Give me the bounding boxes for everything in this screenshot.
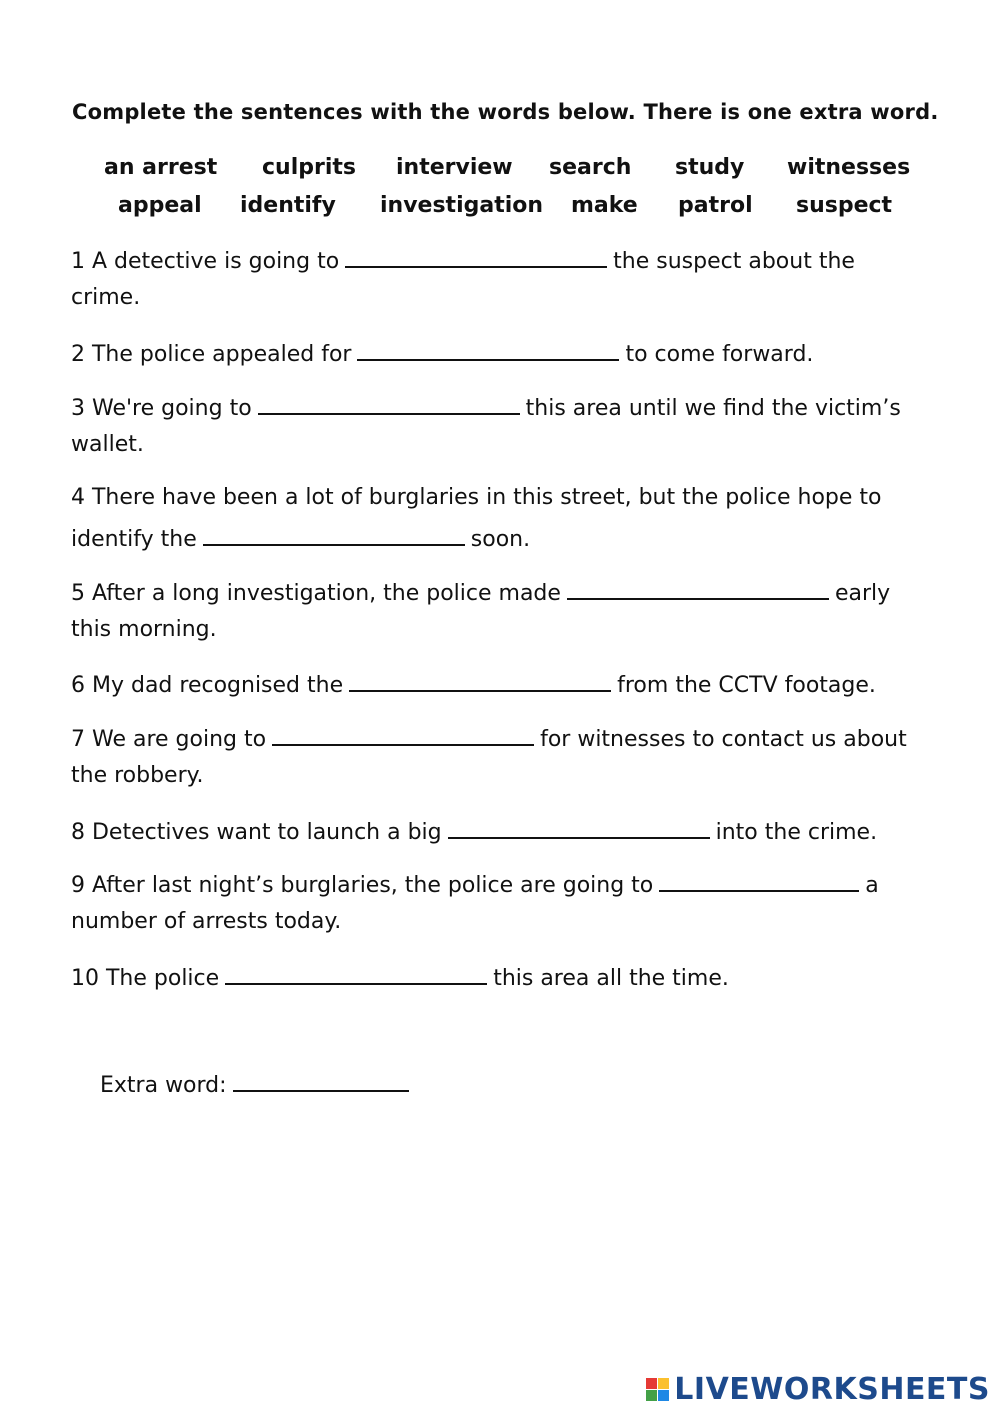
answer-blank-1[interactable] xyxy=(345,246,607,268)
answer-blank-7[interactable] xyxy=(272,724,534,746)
word-bank-item: suspect xyxy=(796,193,893,218)
sentence-text: this area all the time. xyxy=(493,966,729,991)
word-bank-item: make xyxy=(571,193,638,218)
sentence-8 xyxy=(71,817,877,845)
word-bank-item: identify xyxy=(240,193,336,218)
sentence-5-cont: this morning. xyxy=(71,617,217,642)
word-bank-item: an arrest xyxy=(104,155,218,180)
sentence-text: into the crime. xyxy=(715,820,878,845)
word-bank-item: investigation xyxy=(380,193,544,218)
answer-blank-10[interactable] xyxy=(225,963,487,985)
sentence-text: for witnesses to contact us about xyxy=(540,727,907,752)
sentence-5 xyxy=(71,578,890,606)
word-bank-item: appeal xyxy=(118,193,202,218)
sentence-text: identify the xyxy=(71,527,197,552)
sentence-text: this area until we find the victim’s xyxy=(525,396,901,421)
answer-blank-4[interactable] xyxy=(203,524,465,546)
sentence-text: 2 The police appealed for xyxy=(71,342,352,367)
sentence-9 xyxy=(71,870,879,898)
word-bank-item: patrol xyxy=(678,193,753,218)
sentence-3-cont: wallet. xyxy=(71,432,144,457)
sentence-text: 6 My dad recognised the xyxy=(71,673,344,698)
sentence-text: the suspect about the xyxy=(613,249,855,274)
sentence-1-cont: crime. xyxy=(71,285,141,310)
sentence-7-cont: the robbery. xyxy=(71,763,204,788)
answer-blank-6[interactable] xyxy=(349,670,611,692)
sentence-10 xyxy=(71,963,729,991)
sentence-text: 8 Detectives want to launch a big xyxy=(71,820,442,845)
sentence-text: 3 We're going to xyxy=(71,396,252,421)
word-bank-item: culprits xyxy=(262,155,356,180)
answer-blank-3[interactable] xyxy=(258,393,520,415)
sentence-text: 10 The police xyxy=(71,966,220,991)
sentence-6 xyxy=(71,670,876,698)
word-bank-item: search xyxy=(549,155,632,180)
sentence-4: 4 There have been a lot of burglaries in this street, but the police hope to xyxy=(71,485,882,510)
sentence-text: 5 After a long investigation, the police made xyxy=(71,581,561,606)
brand-name: LIVEWORKSHEETS xyxy=(674,1372,990,1407)
sentence-9-cont: number of arrests today. xyxy=(71,909,342,934)
sentence-7 xyxy=(71,724,907,752)
word-bank-item: witnesses xyxy=(787,155,911,180)
sentence-text: from the CCTV footage. xyxy=(617,673,876,698)
sentence-text: a xyxy=(865,873,879,898)
instruction-heading: Complete the sentences with the words below. There is one extra word. xyxy=(72,100,939,124)
logo-blocks-icon xyxy=(646,1378,670,1402)
sentence-text: 1 A detective is going to xyxy=(71,249,340,274)
extra-word-row xyxy=(100,1070,415,1098)
sentence-3 xyxy=(71,393,901,421)
sentence-text: soon. xyxy=(470,527,531,552)
sentence-4-cont xyxy=(71,524,530,552)
sentence-text: 7 We are going to xyxy=(71,727,267,752)
sentence-text: 9 After last night’s burglaries, the police are going to xyxy=(71,873,654,898)
word-bank-item: interview xyxy=(396,155,513,180)
answer-blank-5[interactable] xyxy=(567,578,829,600)
sentence-text: early xyxy=(834,581,891,606)
sentence-text: to come forward. xyxy=(625,342,814,367)
answer-blank-2[interactable] xyxy=(357,339,619,361)
word-bank-item: study xyxy=(675,155,745,180)
sentence-1 xyxy=(71,246,855,274)
extra-word-blank[interactable] xyxy=(233,1070,409,1092)
sentence-2 xyxy=(71,339,813,367)
extra-word-label: Extra word: xyxy=(100,1073,227,1098)
answer-blank-8[interactable] xyxy=(448,817,710,839)
liveworksheets-logo xyxy=(646,1372,990,1407)
answer-blank-9[interactable] xyxy=(659,870,859,892)
